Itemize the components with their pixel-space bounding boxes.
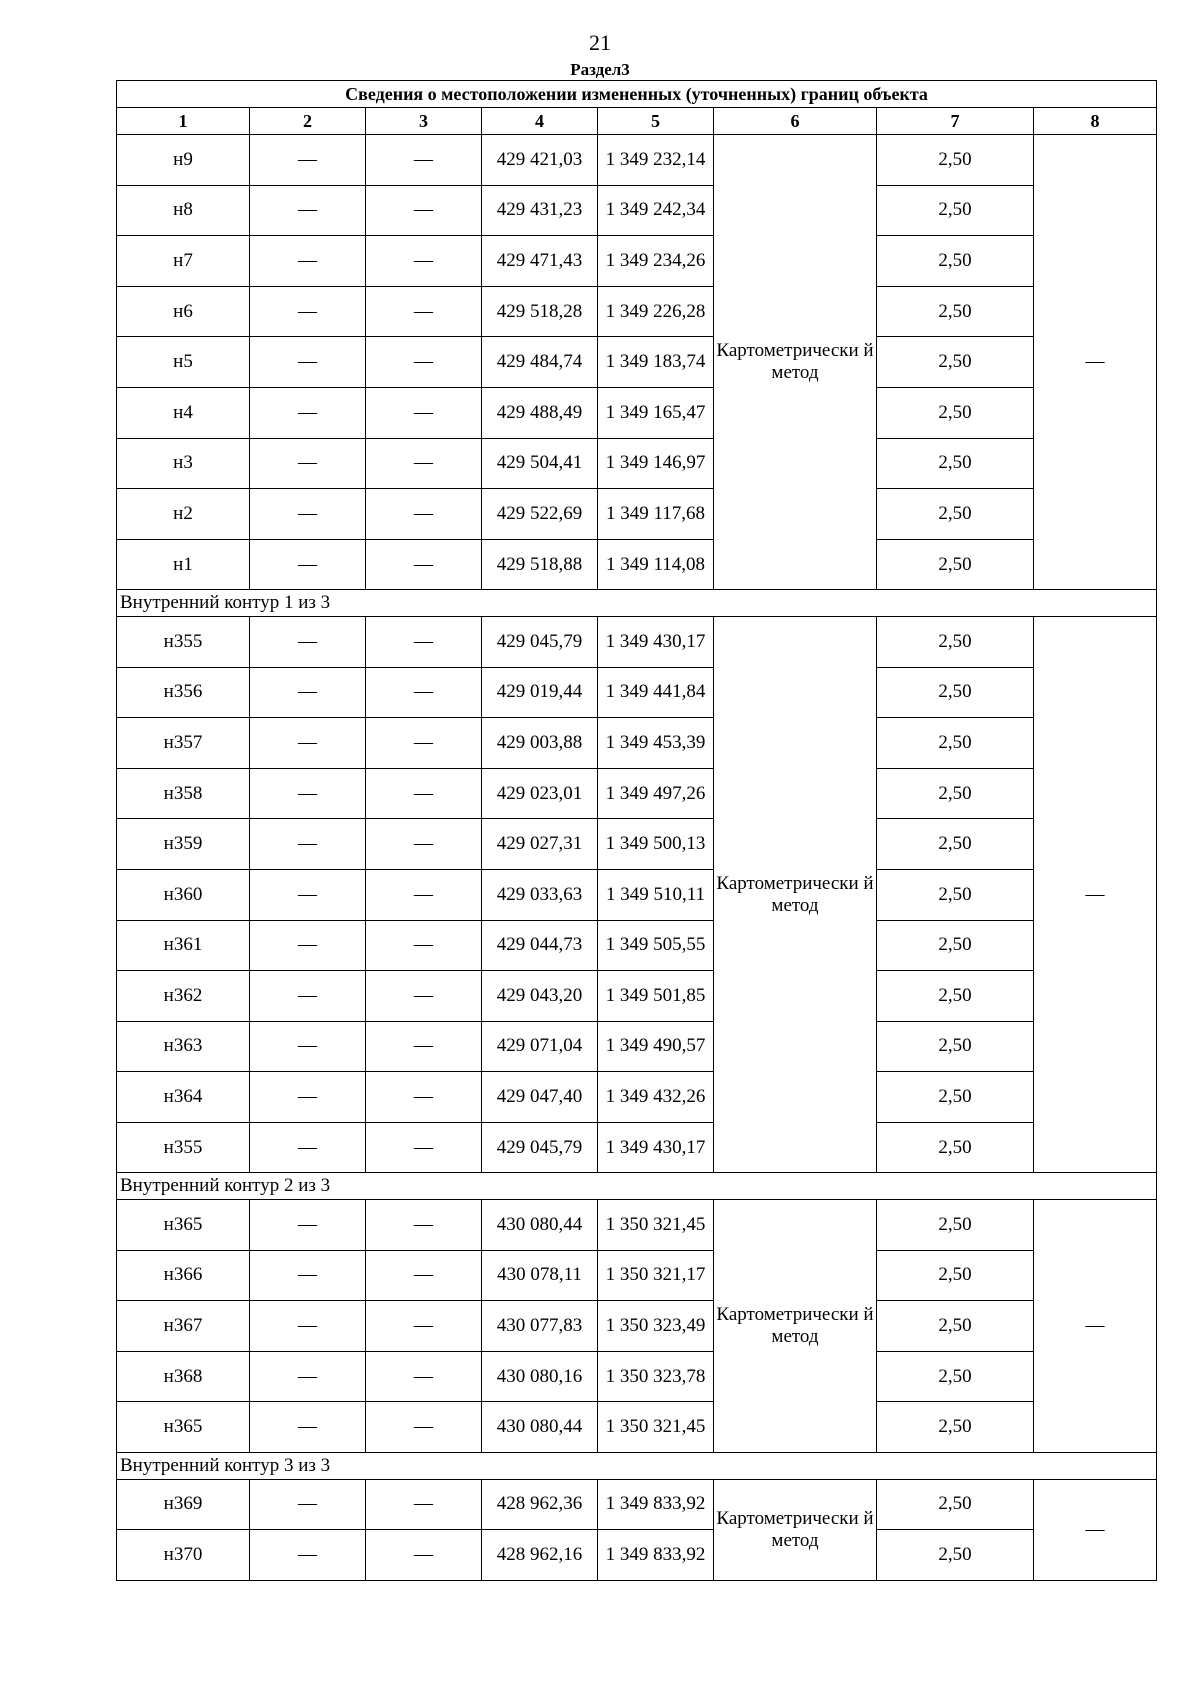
y-coordinate: 1 349 500,13 — [598, 819, 714, 870]
column-2-value: — — [250, 1072, 366, 1123]
column-3-value: — — [366, 819, 482, 870]
table-row — [117, 185, 1157, 236]
x-coordinate: 429 045,79 — [482, 1122, 598, 1173]
x-coordinate: 429 421,03 — [482, 135, 598, 186]
y-coordinate: 1 349 441,84 — [598, 667, 714, 718]
y-coordinate: 1 349 226,28 — [598, 286, 714, 337]
accuracy-value: 2,50 — [877, 438, 1034, 489]
y-coordinate: 1 349 833,92 — [598, 1479, 714, 1530]
x-coordinate: 429 518,28 — [482, 286, 598, 337]
point-name: н2 — [117, 489, 250, 540]
table-row — [117, 1122, 1157, 1173]
point-name: н8 — [117, 185, 250, 236]
column-3-value: — — [366, 616, 482, 667]
point-name: н366 — [117, 1250, 250, 1301]
column-3-value: — — [366, 135, 482, 186]
x-coordinate: 429 033,63 — [482, 869, 598, 920]
table-row — [117, 1021, 1157, 1072]
y-coordinate: 1 349 453,39 — [598, 718, 714, 769]
y-coordinate: 1 350 321,17 — [598, 1250, 714, 1301]
x-coordinate: 429 431,23 — [482, 185, 598, 236]
accuracy-value: 2,50 — [877, 869, 1034, 920]
x-coordinate: 429 043,20 — [482, 971, 598, 1022]
column-2-value: — — [250, 1479, 366, 1530]
column-8-value: — — [1034, 1200, 1157, 1453]
point-name: н359 — [117, 819, 250, 870]
y-coordinate: 1 349 234,26 — [598, 236, 714, 287]
method-cell: Картометрически й метод — [714, 1479, 877, 1580]
y-coordinate: 1 349 430,17 — [598, 1122, 714, 1173]
point-name: н5 — [117, 337, 250, 388]
x-coordinate: 429 047,40 — [482, 1072, 598, 1123]
point-name: н7 — [117, 236, 250, 287]
table-row — [117, 869, 1157, 920]
column-8-value: — — [1034, 616, 1157, 1173]
method-cell: Картометрически й метод — [714, 1200, 877, 1453]
column-number-1: 1 — [117, 108, 250, 135]
accuracy-value: 2,50 — [877, 135, 1034, 186]
contour-heading: Внутренний контур 3 из 3 — [117, 1453, 1157, 1480]
column-3-value: — — [366, 971, 482, 1022]
contour-heading: Внутренний контур 1 из 3 — [117, 590, 1157, 617]
accuracy-value: 2,50 — [877, 1122, 1034, 1173]
column-3-value: — — [366, 1530, 482, 1581]
column-number-8: 8 — [1034, 108, 1157, 135]
accuracy-value: 2,50 — [877, 616, 1034, 667]
x-coordinate: 428 962,16 — [482, 1530, 598, 1581]
table-row — [117, 539, 1157, 590]
column-2-value: — — [250, 1122, 366, 1173]
column-2-value: — — [250, 1351, 366, 1402]
point-name: н365 — [117, 1402, 250, 1453]
column-number-7: 7 — [877, 108, 1034, 135]
column-number-5: 5 — [598, 108, 714, 135]
column-3-value: — — [366, 718, 482, 769]
table-row — [117, 1351, 1157, 1402]
x-coordinate: 429 019,44 — [482, 667, 598, 718]
column-3-value: — — [366, 1402, 482, 1453]
point-name: н370 — [117, 1530, 250, 1581]
accuracy-value: 2,50 — [877, 920, 1034, 971]
column-3-value: — — [366, 286, 482, 337]
column-2-value: — — [250, 971, 366, 1022]
point-name: н1 — [117, 539, 250, 590]
table-row — [117, 920, 1157, 971]
column-3-value: — — [366, 1479, 482, 1530]
table-row — [117, 1530, 1157, 1581]
column-3-value: — — [366, 387, 482, 438]
table-row — [117, 971, 1157, 1022]
column-3-value: — — [366, 1301, 482, 1352]
column-3-value: — — [366, 1351, 482, 1402]
column-3-value: — — [366, 920, 482, 971]
column-3-value: — — [366, 1200, 482, 1251]
column-3-value: — — [366, 236, 482, 287]
table-row — [117, 135, 1157, 186]
y-coordinate: 1 349 432,26 — [598, 1072, 714, 1123]
y-coordinate: 1 349 117,68 — [598, 489, 714, 540]
x-coordinate: 429 045,79 — [482, 616, 598, 667]
table-row — [117, 1402, 1157, 1453]
accuracy-value: 2,50 — [877, 1530, 1034, 1581]
column-3-value: — — [366, 185, 482, 236]
accuracy-value: 2,50 — [877, 286, 1034, 337]
table-title-row — [117, 81, 1157, 108]
column-2-value: — — [250, 1530, 366, 1581]
accuracy-value: 2,50 — [877, 337, 1034, 388]
table-row — [117, 489, 1157, 540]
column-2-value: — — [250, 1301, 366, 1352]
y-coordinate: 1 349 232,14 — [598, 135, 714, 186]
point-name: н361 — [117, 920, 250, 971]
column-number-6: 6 — [714, 108, 877, 135]
x-coordinate: 429 027,31 — [482, 819, 598, 870]
x-coordinate: 430 077,83 — [482, 1301, 598, 1352]
y-coordinate: 1 349 430,17 — [598, 616, 714, 667]
accuracy-value: 2,50 — [877, 1021, 1034, 1072]
x-coordinate: 429 023,01 — [482, 768, 598, 819]
table-row — [117, 768, 1157, 819]
x-coordinate: 430 078,11 — [482, 1250, 598, 1301]
accuracy-value: 2,50 — [877, 1351, 1034, 1402]
column-number-2: 2 — [250, 108, 366, 135]
point-name: н362 — [117, 971, 250, 1022]
column-3-value: — — [366, 539, 482, 590]
x-coordinate: 430 080,44 — [482, 1200, 598, 1251]
x-coordinate: 429 484,74 — [482, 337, 598, 388]
point-name: н3 — [117, 438, 250, 489]
table-row — [117, 387, 1157, 438]
accuracy-value: 2,50 — [877, 1200, 1034, 1251]
point-name: н9 — [117, 135, 250, 186]
y-coordinate: 1 349 183,74 — [598, 337, 714, 388]
column-8-value: — — [1034, 135, 1157, 590]
column-2-value: — — [250, 718, 366, 769]
x-coordinate: 429 522,69 — [482, 489, 598, 540]
contour-heading-row — [117, 590, 1157, 617]
accuracy-value: 2,50 — [877, 387, 1034, 438]
point-name: н358 — [117, 768, 250, 819]
accuracy-value: 2,50 — [877, 539, 1034, 590]
table-title: Сведения о местоположении измененных (уточненных) границ объекта — [117, 81, 1157, 108]
y-coordinate: 1 349 501,85 — [598, 971, 714, 1022]
point-name: н368 — [117, 1351, 250, 1402]
table-row — [117, 1250, 1157, 1301]
column-3-value: — — [366, 489, 482, 540]
column-2-value: — — [250, 539, 366, 590]
y-coordinate: 1 349 146,97 — [598, 438, 714, 489]
column-2-value: — — [250, 768, 366, 819]
table-row — [117, 819, 1157, 870]
accuracy-value: 2,50 — [877, 1479, 1034, 1530]
column-2-value: — — [250, 819, 366, 870]
column-2-value: — — [250, 1250, 366, 1301]
point-name: н4 — [117, 387, 250, 438]
column-2-value: — — [250, 135, 366, 186]
table-row — [117, 286, 1157, 337]
column-2-value: — — [250, 387, 366, 438]
table-row — [117, 438, 1157, 489]
y-coordinate: 1 349 242,34 — [598, 185, 714, 236]
x-coordinate: 429 044,73 — [482, 920, 598, 971]
method-cell: Картометрически й метод — [714, 616, 877, 1173]
y-coordinate: 1 350 321,45 — [598, 1402, 714, 1453]
point-name: н363 — [117, 1021, 250, 1072]
x-coordinate: 429 488,49 — [482, 387, 598, 438]
contour-heading: Внутренний контур 2 из 3 — [117, 1173, 1157, 1200]
x-coordinate: 429 518,88 — [482, 539, 598, 590]
y-coordinate: 1 349 114,08 — [598, 539, 714, 590]
column-3-value: — — [366, 1021, 482, 1072]
coordinates-table — [116, 80, 1157, 1581]
table-row — [117, 236, 1157, 287]
accuracy-value: 2,50 — [877, 1250, 1034, 1301]
column-2-value: — — [250, 438, 366, 489]
y-coordinate: 1 349 490,57 — [598, 1021, 714, 1072]
point-name: н360 — [117, 869, 250, 920]
x-coordinate: 429 504,41 — [482, 438, 598, 489]
y-coordinate: 1 349 510,11 — [598, 869, 714, 920]
column-number-3: 3 — [366, 108, 482, 135]
point-name: н6 — [117, 286, 250, 337]
table-row — [117, 667, 1157, 718]
x-coordinate: 429 471,43 — [482, 236, 598, 287]
column-numbers-row — [117, 108, 1157, 135]
x-coordinate: 430 080,44 — [482, 1402, 598, 1453]
column-2-value: — — [250, 616, 366, 667]
column-8-value: — — [1034, 1479, 1157, 1580]
y-coordinate: 1 349 497,26 — [598, 768, 714, 819]
accuracy-value: 2,50 — [877, 1301, 1034, 1352]
table-row — [117, 1479, 1157, 1530]
accuracy-value: 2,50 — [877, 185, 1034, 236]
accuracy-value: 2,50 — [877, 1402, 1034, 1453]
method-cell: Картометрически й метод — [714, 135, 877, 590]
column-3-value: — — [366, 1122, 482, 1173]
contour-heading-row — [117, 1453, 1157, 1480]
column-2-value: — — [250, 869, 366, 920]
column-2-value: — — [250, 1402, 366, 1453]
table-row — [117, 337, 1157, 388]
point-name: н369 — [117, 1479, 250, 1530]
page-number: 21 — [589, 30, 611, 55]
y-coordinate: 1 349 165,47 — [598, 387, 714, 438]
column-3-value: — — [366, 869, 482, 920]
table-row — [117, 1301, 1157, 1352]
accuracy-value: 2,50 — [877, 489, 1034, 540]
point-name: н355 — [117, 1122, 250, 1173]
column-2-value: — — [250, 489, 366, 540]
x-coordinate: 429 003,88 — [482, 718, 598, 769]
x-coordinate: 430 080,16 — [482, 1351, 598, 1402]
table-row — [117, 718, 1157, 769]
column-2-value: — — [250, 286, 366, 337]
column-3-value: — — [366, 337, 482, 388]
accuracy-value: 2,50 — [877, 667, 1034, 718]
point-name: н365 — [117, 1200, 250, 1251]
x-coordinate: 429 071,04 — [482, 1021, 598, 1072]
point-name: н355 — [117, 616, 250, 667]
point-name: н357 — [117, 718, 250, 769]
column-2-value: — — [250, 667, 366, 718]
accuracy-value: 2,50 — [877, 971, 1034, 1022]
column-2-value: — — [250, 920, 366, 971]
column-2-value: — — [250, 1021, 366, 1072]
x-coordinate: 428 962,36 — [482, 1479, 598, 1530]
column-3-value: — — [366, 438, 482, 489]
accuracy-value: 2,50 — [877, 718, 1034, 769]
column-3-value: — — [366, 1072, 482, 1123]
table-row — [117, 1200, 1157, 1251]
accuracy-value: 2,50 — [877, 768, 1034, 819]
column-3-value: — — [366, 768, 482, 819]
column-number-4: 4 — [482, 108, 598, 135]
table-row — [117, 1072, 1157, 1123]
point-name: н364 — [117, 1072, 250, 1123]
y-coordinate: 1 350 321,45 — [598, 1200, 714, 1251]
column-2-value: — — [250, 337, 366, 388]
point-name: н367 — [117, 1301, 250, 1352]
accuracy-value: 2,50 — [877, 236, 1034, 287]
contour-heading-row — [117, 1173, 1157, 1200]
column-2-value: — — [250, 185, 366, 236]
y-coordinate: 1 349 505,55 — [598, 920, 714, 971]
accuracy-value: 2,50 — [877, 819, 1034, 870]
y-coordinate: 1 349 833,92 — [598, 1530, 714, 1581]
point-name: н356 — [117, 667, 250, 718]
accuracy-value: 2,50 — [877, 1072, 1034, 1123]
y-coordinate: 1 350 323,78 — [598, 1351, 714, 1402]
column-2-value: — — [250, 1200, 366, 1251]
column-3-value: — — [366, 1250, 482, 1301]
column-3-value: — — [366, 667, 482, 718]
table-row — [117, 616, 1157, 667]
section-label: Раздел3 — [570, 60, 630, 79]
column-2-value: — — [250, 236, 366, 287]
y-coordinate: 1 350 323,49 — [598, 1301, 714, 1352]
